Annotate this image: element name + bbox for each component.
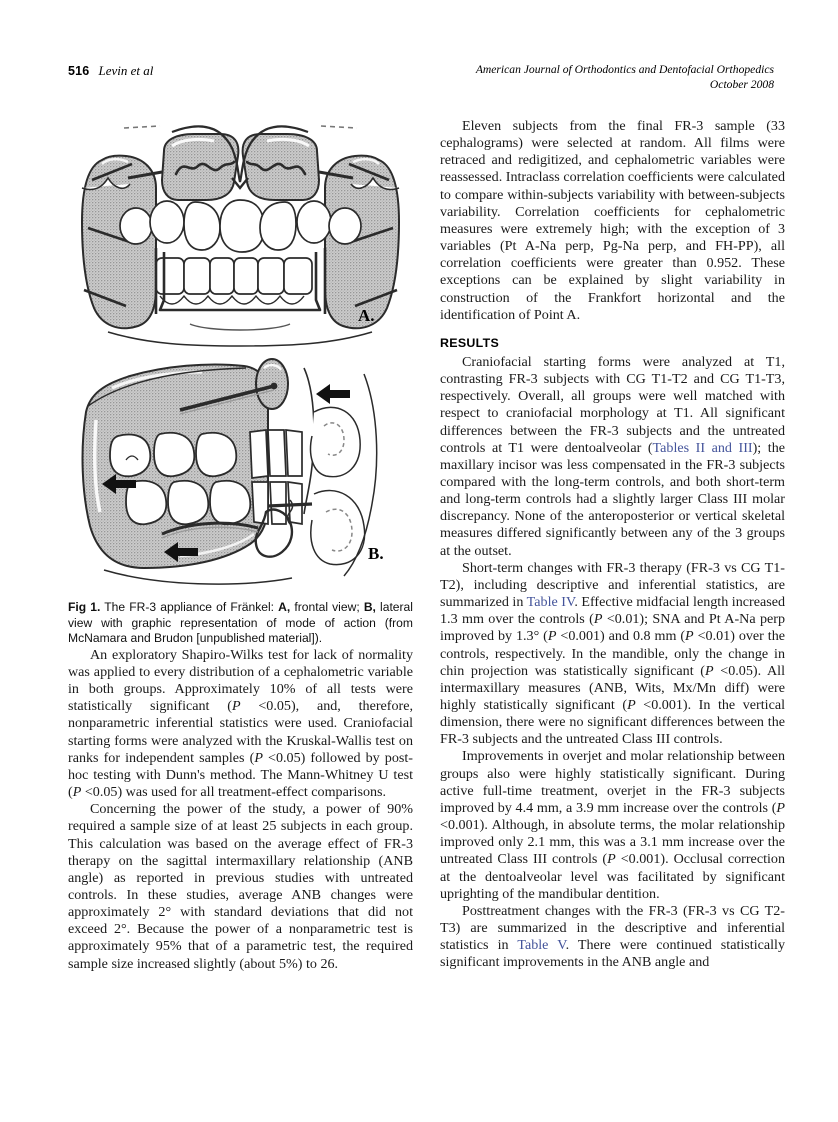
figure-caption-bold-a: A, xyxy=(278,600,291,614)
figure-1-panel-b-letter: B. xyxy=(368,544,384,563)
journal-title: American Journal of Orthodontics and Dentofacial Orthopedics xyxy=(475,63,774,76)
lower-gingival-scallops xyxy=(160,296,304,304)
figure-1-panel-a-letter: A. xyxy=(358,306,375,325)
running-head xyxy=(68,62,774,102)
p-value-symbol: P xyxy=(776,799,785,816)
left-paragraph-2: Concerning the power of the study, a power of 90% required a sample size of at least 25 subjects in each group. This calculation was based on the average effect of FR-3 therapy on the sagittal intermaxillary relationship (ANB angle) as reported in previous studies with untreated controls. In these studies, average ANB changes were approximately 2° with standard deviations that did not exceed 2°. Because the power of a nonparametric test is approximately 95% that of a parametric test, the required sample size increased slightly (about 5%) to 26. xyxy=(68,801,413,972)
figure-caption-text-1: The FR-3 appliance of Fränkel: xyxy=(100,600,279,614)
wire-attachment-point xyxy=(271,383,278,390)
results-paragraph-1 xyxy=(440,354,785,560)
figure-caption-text-2: frontal view; xyxy=(290,600,364,614)
figure-1 xyxy=(68,118,413,647)
results-p2-text-after: . Effective midfacial length increased 1.3 mm over the controls (P <0.01); SNA and Pt A-Na perp improved by 1.3° (P <0.001) and 0.8 mm (P <0.01) over the controls, respectively. In the mandible, only the change in chin projection was statistically significant (P <0.05). All intermaxillary measures (ANB, Wits, Mx/Mn diff) were highly statistically significant (P <0.001). In the vertical dimension, there were no significant differences between the FR-3 subjects and the untreated Class III controls. xyxy=(440,594,786,748)
results-p4-text-after: . There were continued statistically significant improvements in the ANB angle and xyxy=(440,937,785,971)
results-paragraph-2 xyxy=(440,560,785,749)
chin-contour xyxy=(104,570,292,584)
p-value-symbol: P xyxy=(254,749,263,766)
results-paragraph-4 xyxy=(440,903,785,972)
p-value-symbol: P xyxy=(705,662,714,679)
figure-1-artwork xyxy=(68,118,413,590)
figure-caption-text-3: lateral view with graphic representation of mode of action (from McNamara and Brudon [unpublished material]). xyxy=(68,600,413,646)
fr3-lateral-view-illustration xyxy=(68,354,413,590)
force-arrow-upper xyxy=(316,384,350,404)
lateral-maxillary-molars xyxy=(110,433,236,477)
nasal-cavity-outline xyxy=(311,407,361,476)
left-column xyxy=(68,118,413,973)
p-value-symbol: P xyxy=(607,851,616,868)
figure-1-panel-a xyxy=(68,118,413,350)
p-value-symbol: P xyxy=(231,698,241,715)
p-value-symbol: P xyxy=(627,697,636,713)
p-value-symbol: P xyxy=(547,628,557,645)
right-intro-paragraph: Eleven subjects from the final FR-3 sample (33 cephalograms) were selected at random. All films were retraced and redigitized, and cephalometric variables were reassessed. Intraclass correlation coefficients were calculated to compare within-subjects variability with between-subjects variability. Correlation coefficients for cephalometric measures were extremely high; with the exception of 3 variables (Pt A-Na perp, Pg-Na perp, and FH-PP), all correlation coefficients were greater than 0.952. These exceptions can be explained by slight variability in construction of the Frankfort horizontal and the identification of Point A. xyxy=(440,118,785,323)
p-value-symbol: P xyxy=(593,611,603,628)
right-column xyxy=(440,118,785,972)
running-head-left xyxy=(68,62,153,80)
figure-1-caption xyxy=(68,600,413,647)
results-p4-text-before: Posttreatment changes with the FR-3 (FR-3 vs CG T2-T3) are summarized in the descriptive and inferential statistics in xyxy=(440,902,785,954)
issue-date: October 2008 xyxy=(709,78,774,91)
results-p1-text-after: ); the maxillary incisor was less compensated in the FR-3 subjects compared with the long-term controls, and both short-term and long-term controls had a slightly larger Class III molar discrepancy. None of the anteroposterior or vertical skeletal measures differed significantly between any of the 3 groups at the outset. xyxy=(440,439,785,559)
p-value-symbol: P xyxy=(685,628,694,645)
running-head-right xyxy=(476,62,774,92)
lower-lingual-wire xyxy=(268,504,312,506)
results-p2-text-before: Short-term changes with FR-3 therapy (FR-3 vs CG T1-T2), including descriptive and inferential statistics, are summarized in xyxy=(440,559,785,611)
p-value-symbol: P xyxy=(72,784,82,801)
figure-caption-bold-b: B, xyxy=(363,600,376,614)
mandibular-teeth xyxy=(156,258,312,294)
lower-lip-contour xyxy=(108,332,372,346)
results-p1-text-before: Craniofacial starting forms were analyzed at T1, contrasting FR-3 subjects with CG T1-T2 and CG T1-T3, respectively. Overall, all groups were well matched with respect to craniofacial morphology at T1. All significant differences between the FR-3 subjects and the untreated controls at T1 were dentoalveolar ( xyxy=(440,353,785,456)
page-number: 516 xyxy=(68,64,90,78)
table-iv-link[interactable]: Table IV xyxy=(526,594,575,611)
running-head-authors: Levin et al xyxy=(98,63,154,78)
mandibular-body-outline xyxy=(311,491,365,565)
lateral-mandibular-molars xyxy=(126,481,250,524)
figure-1-panel-b xyxy=(68,354,413,590)
tables-ii-iii-link[interactable]: Tables II and III xyxy=(652,439,753,456)
table-v-link[interactable]: Table V xyxy=(517,937,566,954)
results-paragraph-3: Improvements in overjet and molar relationship between groups also were highly statistically significant. During active full-time treatment, overjet in the FR-3 subjects improved by 4.4 mm, a 3.9 mm increase over the controls (P <0.001). Although, in absolute terms, the molar relationship improved only 2.1 mm, this was a 3.1 mm increase over the untreated Class III controls (P <0.001). Occlusal correction at the dentoalveolar level was facilitated by significant uprighting of the mandibular dentition. xyxy=(440,748,785,902)
left-paragraph-1: An exploratory Shapiro-Wilks test for lack of normality was applied to every distribution of a cephalometric variable in both groups. Approximately 10% of all tests were statistically significant (P <0.05), and, therefore, nonparametric inferential statistics were used. Craniofacial starting forms were analyzed with the Kruskal-Wallis test on ranks for independent samples (P <0.05) followed by post-hoc testing with Dunn's method. The Mann-Whitney U test (P <0.05) was used for all treatment-effect comparisons. xyxy=(68,646,413,801)
results-heading: RESULTS xyxy=(440,335,500,350)
figure-caption-label: Fig 1. xyxy=(68,600,101,614)
